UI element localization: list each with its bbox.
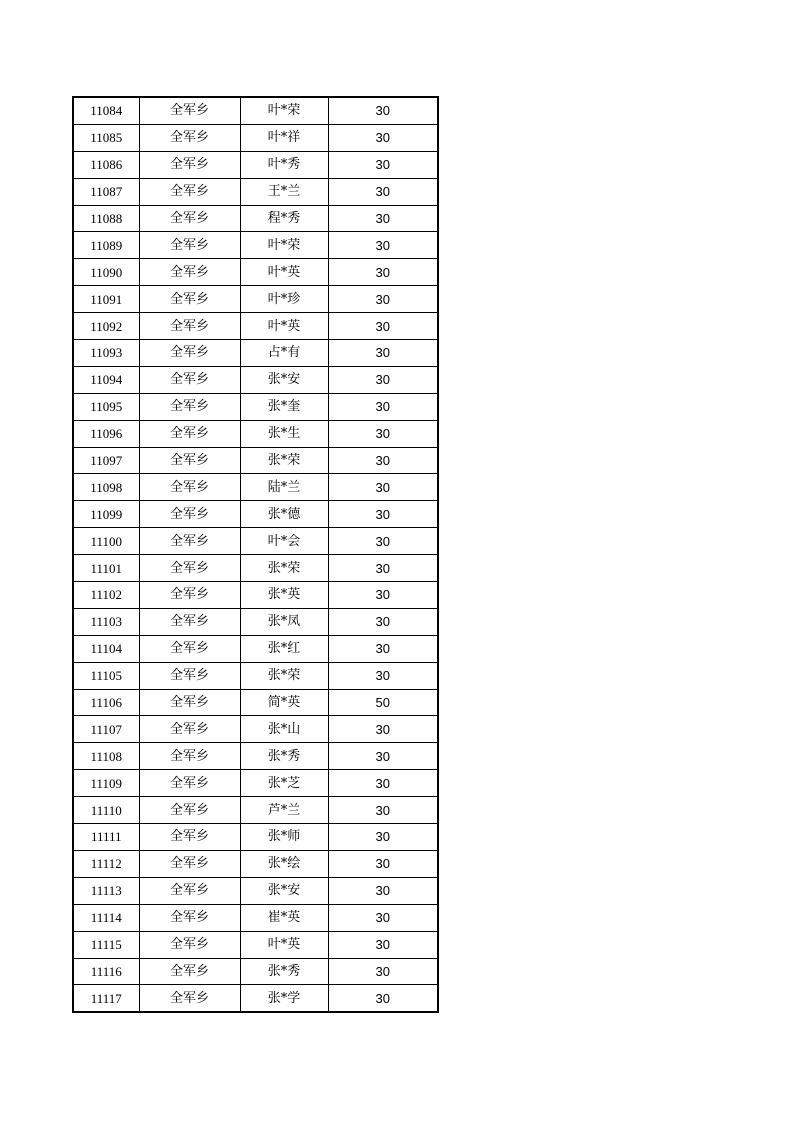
row-id-cell: 11114 <box>73 904 139 931</box>
table-row <box>73 178 438 205</box>
row-id-cell: 11100 <box>73 528 139 555</box>
row-town-cell: 全军乡 <box>139 850 240 877</box>
row-name-cell: 叶*会 <box>240 528 328 555</box>
row-name-cell: 张*秀 <box>240 743 328 770</box>
row-name-cell: 张*荣 <box>240 555 328 582</box>
row-name-cell: 叶*英 <box>240 313 328 340</box>
row-amount-cell: 50 <box>328 689 438 716</box>
row-id-cell: 11098 <box>73 474 139 501</box>
row-id-cell: 11117 <box>73 985 139 1012</box>
row-amount-cell: 30 <box>328 420 438 447</box>
row-town-cell: 全军乡 <box>139 313 240 340</box>
table-row <box>73 555 438 582</box>
roster-table-body <box>73 97 438 1012</box>
row-town-cell: 全军乡 <box>139 340 240 367</box>
row-amount-cell: 30 <box>328 797 438 824</box>
row-id-cell: 11112 <box>73 850 139 877</box>
row-name-cell: 程*秀 <box>240 205 328 232</box>
row-town-cell: 全军乡 <box>139 178 240 205</box>
row-amount-cell: 30 <box>328 824 438 851</box>
table-row <box>73 124 438 151</box>
row-town-cell: 全军乡 <box>139 716 240 743</box>
row-amount-cell: 30 <box>328 340 438 367</box>
table-row <box>73 205 438 232</box>
row-town-cell: 全军乡 <box>139 608 240 635</box>
row-amount-cell: 30 <box>328 501 438 528</box>
row-id-cell: 11109 <box>73 770 139 797</box>
row-id-cell: 11089 <box>73 232 139 259</box>
row-name-cell: 张*凤 <box>240 608 328 635</box>
row-amount-cell: 30 <box>328 985 438 1012</box>
table-row <box>73 824 438 851</box>
table-row <box>73 97 438 124</box>
row-amount-cell: 30 <box>328 97 438 124</box>
row-amount-cell: 30 <box>328 232 438 259</box>
row-id-cell: 11111 <box>73 824 139 851</box>
row-town-cell: 全军乡 <box>139 232 240 259</box>
row-name-cell: 张*绘 <box>240 850 328 877</box>
row-id-cell: 11116 <box>73 958 139 985</box>
table-row <box>73 770 438 797</box>
row-town-cell: 全军乡 <box>139 501 240 528</box>
row-name-cell: 张*荣 <box>240 662 328 689</box>
table-row <box>73 393 438 420</box>
row-name-cell: 占*有 <box>240 340 328 367</box>
table-row <box>73 528 438 555</box>
row-amount-cell: 30 <box>328 582 438 609</box>
table-row <box>73 797 438 824</box>
table-row <box>73 582 438 609</box>
row-name-cell: 张*德 <box>240 501 328 528</box>
table-row <box>73 313 438 340</box>
row-name-cell: 张*安 <box>240 366 328 393</box>
row-amount-cell: 30 <box>328 958 438 985</box>
row-name-cell: 张*学 <box>240 985 328 1012</box>
row-town-cell: 全军乡 <box>139 635 240 662</box>
row-amount-cell: 30 <box>328 770 438 797</box>
table-row <box>73 877 438 904</box>
row-id-cell: 11086 <box>73 151 139 178</box>
row-name-cell: 崔*英 <box>240 904 328 931</box>
table-row <box>73 850 438 877</box>
table-row <box>73 689 438 716</box>
row-amount-cell: 30 <box>328 931 438 958</box>
table-row <box>73 420 438 447</box>
table-row <box>73 501 438 528</box>
row-name-cell: 叶*荣 <box>240 97 328 124</box>
row-name-cell: 陆*兰 <box>240 474 328 501</box>
table-row <box>73 232 438 259</box>
row-name-cell: 叶*荣 <box>240 232 328 259</box>
row-amount-cell: 30 <box>328 205 438 232</box>
row-amount-cell: 30 <box>328 904 438 931</box>
row-name-cell: 张*芝 <box>240 770 328 797</box>
table-row <box>73 985 438 1012</box>
row-id-cell: 11093 <box>73 340 139 367</box>
row-name-cell: 叶*英 <box>240 259 328 286</box>
row-amount-cell: 30 <box>328 635 438 662</box>
row-town-cell: 全军乡 <box>139 743 240 770</box>
row-name-cell: 简*英 <box>240 689 328 716</box>
row-town-cell: 全军乡 <box>139 205 240 232</box>
row-amount-cell: 30 <box>328 178 438 205</box>
row-name-cell: 芦*兰 <box>240 797 328 824</box>
row-town-cell: 全军乡 <box>139 662 240 689</box>
row-amount-cell: 30 <box>328 743 438 770</box>
row-name-cell: 张*生 <box>240 420 328 447</box>
row-id-cell: 11108 <box>73 743 139 770</box>
row-town-cell: 全军乡 <box>139 151 240 178</box>
row-amount-cell: 30 <box>328 608 438 635</box>
row-name-cell: 叶*秀 <box>240 151 328 178</box>
row-name-cell: 叶*祥 <box>240 124 328 151</box>
row-town-cell: 全军乡 <box>139 582 240 609</box>
row-amount-cell: 30 <box>328 259 438 286</box>
row-town-cell: 全军乡 <box>139 958 240 985</box>
row-id-cell: 11087 <box>73 178 139 205</box>
row-id-cell: 11104 <box>73 635 139 662</box>
row-amount-cell: 30 <box>328 313 438 340</box>
table-row <box>73 662 438 689</box>
row-town-cell: 全军乡 <box>139 931 240 958</box>
row-id-cell: 11088 <box>73 205 139 232</box>
row-town-cell: 全军乡 <box>139 797 240 824</box>
table-row <box>73 743 438 770</box>
row-id-cell: 11105 <box>73 662 139 689</box>
row-id-cell: 11115 <box>73 931 139 958</box>
row-amount-cell: 30 <box>328 124 438 151</box>
row-id-cell: 11110 <box>73 797 139 824</box>
row-town-cell: 全军乡 <box>139 124 240 151</box>
table-row <box>73 447 438 474</box>
row-id-cell: 11092 <box>73 313 139 340</box>
row-amount-cell: 30 <box>328 447 438 474</box>
row-id-cell: 11094 <box>73 366 139 393</box>
table-row <box>73 151 438 178</box>
row-name-cell: 张*英 <box>240 582 328 609</box>
row-town-cell: 全军乡 <box>139 447 240 474</box>
row-name-cell: 叶*珍 <box>240 286 328 313</box>
row-id-cell: 11102 <box>73 582 139 609</box>
row-amount-cell: 30 <box>328 877 438 904</box>
row-id-cell: 11095 <box>73 393 139 420</box>
row-amount-cell: 30 <box>328 850 438 877</box>
row-town-cell: 全军乡 <box>139 97 240 124</box>
table-row <box>73 366 438 393</box>
row-name-cell: 张*安 <box>240 877 328 904</box>
row-amount-cell: 30 <box>328 716 438 743</box>
table-row <box>73 286 438 313</box>
table-row <box>73 340 438 367</box>
row-id-cell: 11096 <box>73 420 139 447</box>
row-amount-cell: 30 <box>328 366 438 393</box>
row-name-cell: 叶*英 <box>240 931 328 958</box>
row-town-cell: 全军乡 <box>139 985 240 1012</box>
row-amount-cell: 30 <box>328 286 438 313</box>
row-name-cell: 张*红 <box>240 635 328 662</box>
table-row <box>73 259 438 286</box>
row-town-cell: 全军乡 <box>139 528 240 555</box>
table-row <box>73 958 438 985</box>
row-amount-cell: 30 <box>328 474 438 501</box>
row-id-cell: 11097 <box>73 447 139 474</box>
table-row <box>73 635 438 662</box>
row-town-cell: 全军乡 <box>139 286 240 313</box>
row-town-cell: 全军乡 <box>139 420 240 447</box>
table-row <box>73 474 438 501</box>
row-id-cell: 11085 <box>73 124 139 151</box>
row-amount-cell: 30 <box>328 151 438 178</box>
row-town-cell: 全军乡 <box>139 555 240 582</box>
row-amount-cell: 30 <box>328 662 438 689</box>
table-row <box>73 608 438 635</box>
table-row <box>73 716 438 743</box>
row-id-cell: 11103 <box>73 608 139 635</box>
row-town-cell: 全军乡 <box>139 877 240 904</box>
row-town-cell: 全军乡 <box>139 393 240 420</box>
row-town-cell: 全军乡 <box>139 770 240 797</box>
row-name-cell: 张*师 <box>240 824 328 851</box>
row-name-cell: 张*荣 <box>240 447 328 474</box>
row-town-cell: 全军乡 <box>139 259 240 286</box>
row-name-cell: 张*秀 <box>240 958 328 985</box>
row-id-cell: 11107 <box>73 716 139 743</box>
roster-table <box>72 96 439 1013</box>
row-town-cell: 全军乡 <box>139 366 240 393</box>
row-town-cell: 全军乡 <box>139 904 240 931</box>
row-name-cell: 张*山 <box>240 716 328 743</box>
row-id-cell: 11099 <box>73 501 139 528</box>
row-amount-cell: 30 <box>328 555 438 582</box>
row-id-cell: 11091 <box>73 286 139 313</box>
row-town-cell: 全军乡 <box>139 474 240 501</box>
row-name-cell: 张*奎 <box>240 393 328 420</box>
row-id-cell: 11090 <box>73 259 139 286</box>
table-row <box>73 931 438 958</box>
row-town-cell: 全军乡 <box>139 689 240 716</box>
row-id-cell: 11113 <box>73 877 139 904</box>
row-amount-cell: 30 <box>328 528 438 555</box>
row-amount-cell: 30 <box>328 393 438 420</box>
row-id-cell: 11101 <box>73 555 139 582</box>
table-row <box>73 904 438 931</box>
row-name-cell: 王*兰 <box>240 178 328 205</box>
row-id-cell: 11084 <box>73 97 139 124</box>
row-town-cell: 全军乡 <box>139 824 240 851</box>
row-id-cell: 11106 <box>73 689 139 716</box>
